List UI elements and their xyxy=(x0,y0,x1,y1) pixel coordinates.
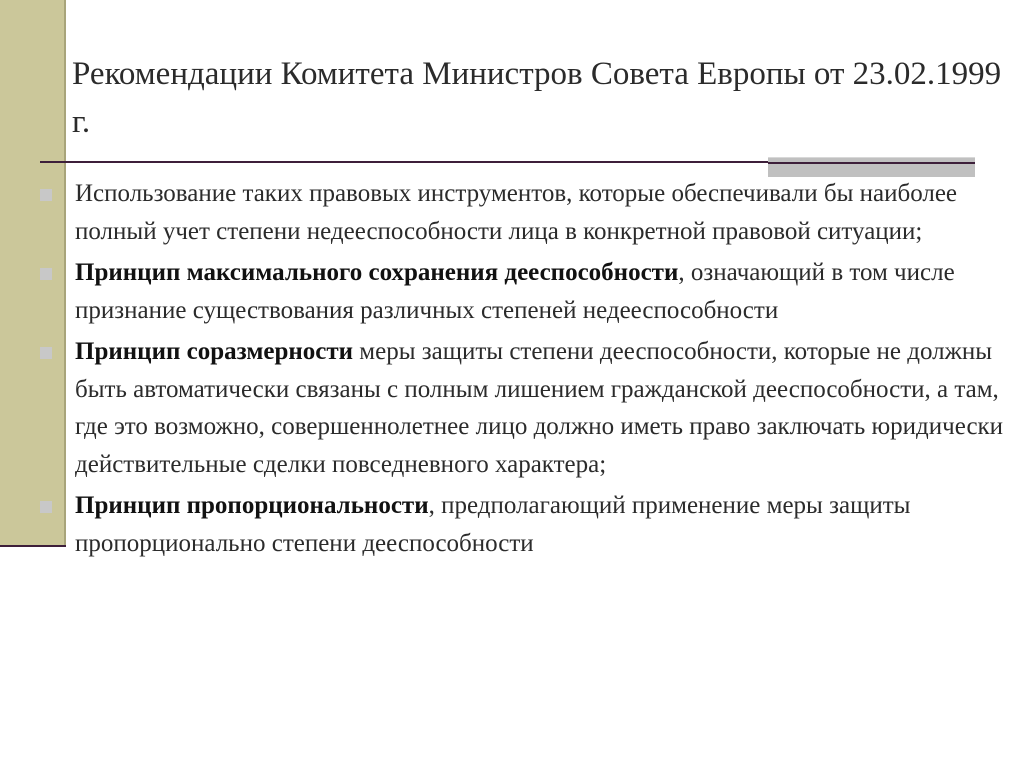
bullet-text: меры защиты степени дееспособности, которые не должны быть автоматически связаны с полным лишением гражданской дееспособности, а там, где это возможно, совершеннолетнее лицо должно иметь право заключать юридически действительные сделки повседневного характера; xyxy=(75,338,1004,478)
bullet-text: , означающий в том числе признание существования различных степеней недееспособности xyxy=(75,259,955,324)
bullet-item xyxy=(40,254,1010,329)
bullet-item xyxy=(40,333,1010,483)
title-underline-accent xyxy=(768,157,975,177)
bullet-text: Использование таких правовых инструментов, которые обеспечивали бы наиболее полный учет степени недееспособности лица в конкретной правовой ситуации; xyxy=(75,180,958,245)
bullet-bold-text: Принцип максимального сохранения дееспособности xyxy=(75,259,679,286)
square-bullet-icon xyxy=(40,501,52,513)
bullet-item xyxy=(40,487,1010,562)
bullet-text: , предполагающий применение меры защиты пропорционально степени дееспособности xyxy=(75,492,911,557)
square-bullet-icon xyxy=(40,189,52,201)
square-bullet-icon xyxy=(40,347,52,359)
slide-title: Рекомендации Комитета Министров Совета Европы от 23.02.1999 г. xyxy=(72,56,1002,140)
square-bullet-icon xyxy=(40,268,52,280)
bullet-list xyxy=(40,175,1010,566)
bullet-bold-text: Принцип пропорциональности xyxy=(75,492,429,519)
bullet-bold-text: Принцип соразмерности xyxy=(75,338,354,365)
bullet-item xyxy=(40,175,1010,250)
